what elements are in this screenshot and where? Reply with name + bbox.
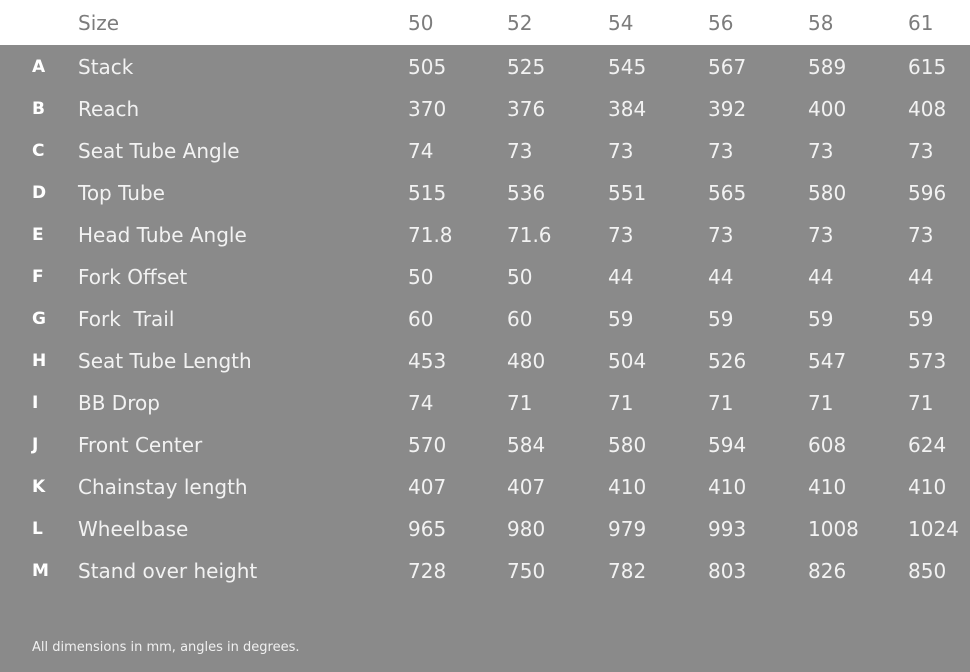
row-value: 504 <box>608 349 647 373</box>
row-value: 536 <box>507 181 546 205</box>
row-value: 608 <box>808 433 847 457</box>
table-row <box>0 45 970 87</box>
table-row <box>0 255 970 297</box>
table-row <box>0 339 970 381</box>
row-value: 580 <box>808 181 847 205</box>
row-value: 505 <box>408 55 447 79</box>
row-label: Reach <box>78 97 140 121</box>
row-label: Front Center <box>78 433 203 457</box>
row-value: 73 <box>808 223 834 247</box>
row-letter: D <box>32 183 47 203</box>
row-value: 384 <box>608 97 647 121</box>
row-value: 410 <box>708 475 747 499</box>
row-value: 71.8 <box>408 223 453 247</box>
row-value: 826 <box>808 559 847 583</box>
row-value: 624 <box>908 433 947 457</box>
table-row <box>0 423 970 465</box>
row-letter: B <box>32 99 45 119</box>
header-size-58: 58 <box>808 11 834 35</box>
row-value: 453 <box>408 349 447 373</box>
row-value: 73 <box>708 223 734 247</box>
table-row <box>0 507 970 549</box>
header-size-50: 50 <box>408 11 434 35</box>
row-label: Stack <box>78 55 134 79</box>
row-value: 584 <box>507 433 546 457</box>
header-size-56: 56 <box>708 11 734 35</box>
row-value: 44 <box>908 265 934 289</box>
row-value: 545 <box>608 55 647 79</box>
row-value: 525 <box>507 55 546 79</box>
row-value: 965 <box>408 517 447 541</box>
row-value: 71 <box>708 391 734 415</box>
row-value: 59 <box>808 307 834 331</box>
row-value: 400 <box>808 97 847 121</box>
row-value: 979 <box>608 517 647 541</box>
row-value: 570 <box>408 433 447 457</box>
row-value: 803 <box>708 559 747 583</box>
row-value: 567 <box>708 55 747 79</box>
header-size-54: 54 <box>608 11 634 35</box>
row-value: 73 <box>808 139 834 163</box>
row-value: 1008 <box>808 517 859 541</box>
table-row <box>0 381 970 423</box>
row-value: 1024 <box>908 517 959 541</box>
row-value: 73 <box>908 223 934 247</box>
header-size-52: 52 <box>507 11 533 35</box>
row-value: 980 <box>507 517 546 541</box>
row-value: 565 <box>708 181 747 205</box>
row-letter: G <box>32 309 46 329</box>
row-label: Chainstay length <box>78 475 248 499</box>
row-value: 580 <box>608 433 647 457</box>
row-value: 526 <box>708 349 747 373</box>
row-letter: J <box>32 435 39 455</box>
row-value: 71 <box>608 391 634 415</box>
row-value: 392 <box>708 97 747 121</box>
row-letter: E <box>32 225 44 245</box>
row-value: 410 <box>908 475 947 499</box>
row-value: 44 <box>608 265 634 289</box>
row-value: 44 <box>808 265 834 289</box>
row-letter: H <box>32 351 47 371</box>
row-value: 728 <box>408 559 447 583</box>
row-value: 71 <box>507 391 533 415</box>
row-value: 551 <box>608 181 647 205</box>
row-letter: M <box>32 561 49 581</box>
row-letter: I <box>32 393 39 413</box>
table-row <box>0 87 970 129</box>
header-size-61: 61 <box>908 11 934 35</box>
row-value: 44 <box>708 265 734 289</box>
row-label: Stand over height <box>78 559 258 583</box>
row-letter: A <box>32 57 46 77</box>
row-value: 73 <box>608 139 634 163</box>
header-size-label: Size <box>78 11 120 35</box>
row-value: 59 <box>608 307 634 331</box>
table-row <box>0 465 970 507</box>
row-value: 73 <box>507 139 533 163</box>
row-label: Seat Tube Length <box>78 349 252 373</box>
row-label: Fork Offset <box>78 265 188 289</box>
table-row <box>0 213 970 255</box>
row-letter: F <box>32 267 44 287</box>
row-value: 410 <box>608 475 647 499</box>
row-value: 71 <box>908 391 934 415</box>
table-header <box>0 0 970 45</box>
row-value: 73 <box>608 223 634 247</box>
row-value: 71.6 <box>507 223 552 247</box>
footnote: All dimensions in mm, angles in degrees. <box>32 640 300 655</box>
row-value: 370 <box>408 97 447 121</box>
row-label: Top Tube <box>78 181 165 205</box>
row-value: 74 <box>408 391 434 415</box>
row-value: 73 <box>708 139 734 163</box>
row-value: 59 <box>708 307 734 331</box>
row-value: 993 <box>708 517 747 541</box>
row-value: 74 <box>408 139 434 163</box>
row-letter: L <box>32 519 43 539</box>
row-letter: K <box>32 477 46 497</box>
row-value: 596 <box>908 181 947 205</box>
row-value: 407 <box>507 475 546 499</box>
row-label: Wheelbase <box>78 517 189 541</box>
table-row <box>0 129 970 171</box>
row-value: 50 <box>507 265 533 289</box>
table-row <box>0 171 970 213</box>
row-value: 480 <box>507 349 546 373</box>
row-value: 850 <box>908 559 947 583</box>
row-value: 410 <box>808 475 847 499</box>
row-label: BB Drop <box>78 391 160 415</box>
row-label: Fork Trail <box>78 307 175 331</box>
row-value: 515 <box>408 181 447 205</box>
row-label: Seat Tube Angle <box>78 139 240 163</box>
row-value: 60 <box>408 307 434 331</box>
row-value: 750 <box>507 559 546 583</box>
table-row <box>0 549 970 591</box>
row-value: 589 <box>808 55 847 79</box>
row-value: 59 <box>908 307 934 331</box>
row-value: 60 <box>507 307 533 331</box>
row-value: 594 <box>708 433 747 457</box>
row-value: 50 <box>408 265 434 289</box>
row-value: 71 <box>808 391 834 415</box>
row-value: 407 <box>408 475 447 499</box>
row-value: 573 <box>908 349 947 373</box>
row-value: 408 <box>908 97 947 121</box>
row-value: 376 <box>507 97 546 121</box>
row-value: 547 <box>808 349 847 373</box>
row-value: 782 <box>608 559 647 583</box>
table-row <box>0 297 970 339</box>
row-label: Head Tube Angle <box>78 223 247 247</box>
row-letter: C <box>32 141 45 161</box>
row-value: 615 <box>908 55 947 79</box>
row-value: 73 <box>908 139 934 163</box>
